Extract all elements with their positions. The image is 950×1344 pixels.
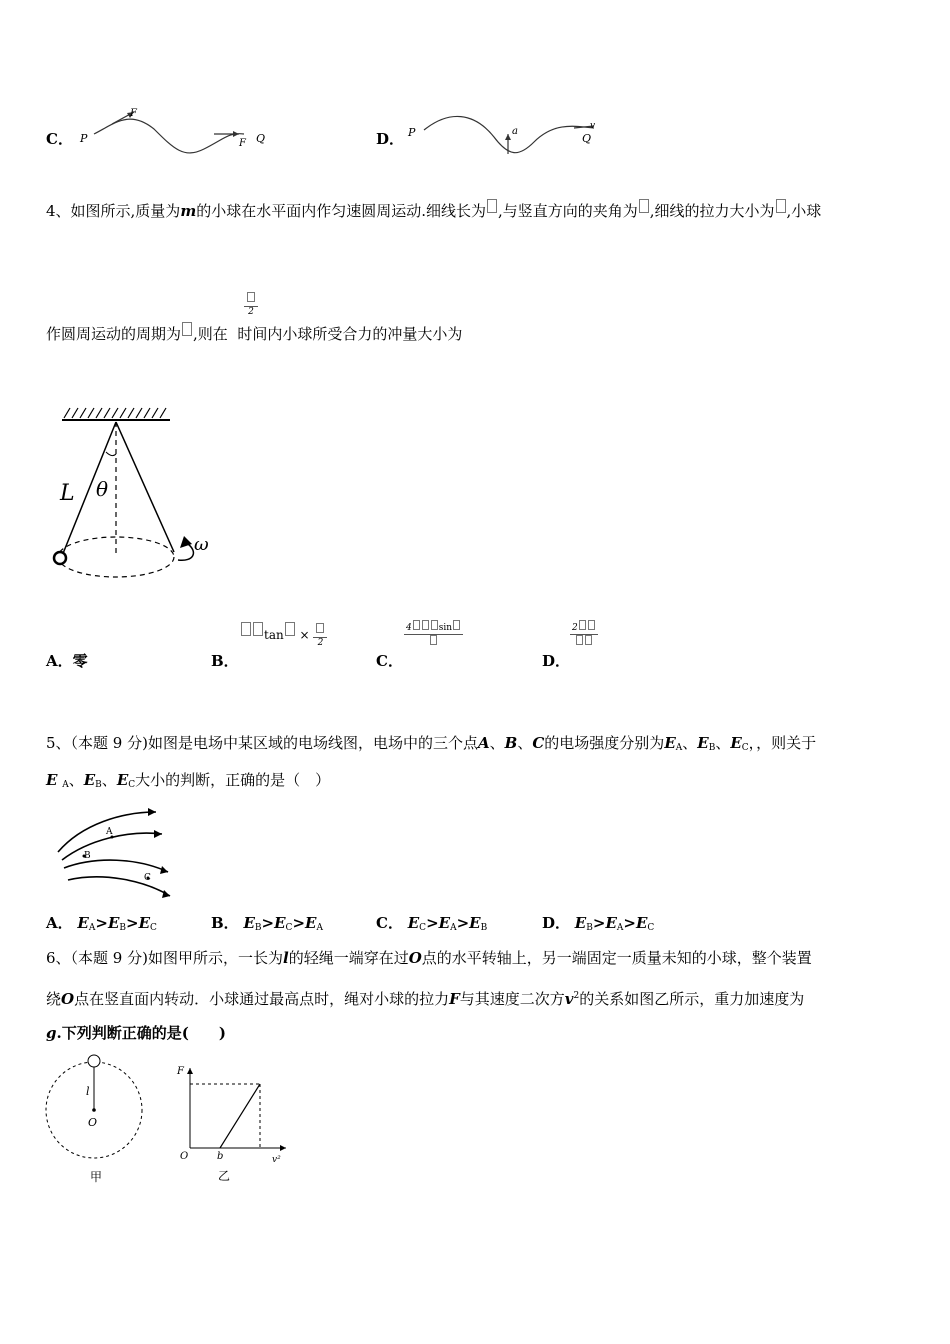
q4-option-c-formula (404, 620, 463, 649)
missing-glyph-icon (241, 622, 251, 636)
q3c-f-bottom: F (239, 138, 246, 149)
q4-text-d: ,细线的拉力大小为 (649, 202, 775, 220)
q5-B: B (504, 734, 518, 752)
q5-opt-a-label: A． (46, 914, 73, 932)
q4-fig-omega: ω (194, 534, 209, 555)
q5-E: E (407, 914, 420, 932)
q5-E: E (83, 771, 96, 789)
q5-stem-line1 (46, 733, 816, 758)
q5-subC: C (150, 923, 157, 933)
missing-glyph-icon (422, 620, 429, 630)
q6-fig-v2: v² (272, 1155, 281, 1165)
q5-gt: > (592, 914, 606, 932)
q5-E: E (730, 734, 742, 752)
q3c-p: P (80, 132, 88, 145)
q5-gt: > (261, 914, 275, 932)
q6-l: l (282, 949, 289, 967)
q3d-curve (424, 116, 594, 152)
q5-subA: A (88, 923, 96, 933)
q4-opt-c-sin: sin (438, 623, 453, 633)
q3-option-c-label[interactable]: C． (46, 130, 73, 148)
q4-option-c[interactable] (376, 651, 403, 671)
q4-opt-c-num: 4 (406, 623, 412, 633)
q5-option-a[interactable] (46, 913, 157, 938)
q5-subC: C (128, 780, 136, 790)
missing-glyph-icon (576, 635, 583, 645)
q5-gt: > (426, 914, 439, 932)
q6-fig-yi: 乙 (218, 1169, 231, 1183)
q5-subA: A (675, 743, 683, 753)
q5-opt-c-label: C． (376, 914, 403, 932)
q5-option-c[interactable] (376, 913, 487, 938)
q4-ceiling-hatch (64, 408, 166, 418)
q4-conical-pendulum-figure (44, 402, 224, 582)
q5-sep: 、 (517, 734, 533, 752)
q5-sep: 、 (715, 734, 731, 752)
q5-C: C (532, 734, 545, 752)
q5-sep: 、 (682, 734, 698, 752)
q4-opt-b-den: 2 (317, 637, 324, 648)
missing-glyph-icon (431, 620, 438, 630)
q4-stem-line1 (46, 199, 821, 221)
q5-field-lines-figure (52, 804, 182, 900)
q5-subB: B (119, 923, 126, 933)
q5-E: E (469, 914, 481, 932)
q3-option-d-label[interactable]: D． (376, 130, 405, 148)
q6-text-d: 绕 (46, 990, 62, 1008)
q5-E: E (305, 914, 317, 932)
q4-opt-b-label: B． (211, 652, 239, 670)
q4-opt-a-text: 零 (72, 652, 88, 670)
q6-text-c: 点的水平转轴上，另一端固定一质量未知的小球，整个装置 (421, 949, 812, 967)
q6-x-axis-arrow (280, 1145, 286, 1151)
q6-y-axis-arrow (187, 1068, 193, 1074)
q4-option-b-formula (240, 622, 327, 649)
missing-glyph-icon (253, 622, 263, 636)
q5-field-arrow-2 (154, 830, 162, 838)
q5-fig-A: A (106, 827, 113, 837)
q6-stem-line3 (46, 1023, 226, 1043)
q5-E: E (635, 914, 648, 932)
q5-E: E (77, 914, 89, 932)
q3-option-c-figure (74, 104, 274, 164)
q5-E: E (46, 771, 58, 789)
missing-glyph-icon (247, 292, 255, 302)
q3d-a: a (512, 126, 518, 137)
q4-ball (54, 552, 66, 564)
q4-text-a: 4、如图所示,质量为 (46, 202, 181, 220)
q5-gt: > (623, 914, 636, 932)
missing-glyph-icon (639, 199, 649, 213)
q6-text-f: 与其速度二次方 (459, 990, 565, 1008)
missing-glyph-icon (182, 322, 192, 336)
missing-glyph-icon (285, 622, 295, 636)
q4-opt-d-label: D． (542, 652, 571, 670)
q6-ball (88, 1055, 100, 1067)
q4-string-right (116, 422, 174, 552)
q5-text-d: 大小的判断，正确的是（ ） (135, 771, 331, 789)
q4-option-d[interactable] (542, 651, 570, 671)
q5-field-arrow-1 (148, 808, 156, 816)
q3d-q: Q (582, 132, 592, 145)
q3c-curve (94, 119, 244, 153)
q4-fig-theta: θ (96, 477, 109, 501)
q6-O: O (408, 949, 422, 967)
q5-gt: > (126, 914, 139, 932)
q4-option-b[interactable] (211, 651, 239, 671)
q5-E: E (697, 734, 709, 752)
q5-E: E (107, 914, 120, 932)
q6-text-a: 6、（本题 9 分)如图甲所示，一长为 (46, 949, 283, 967)
q6-fig-b: b (217, 1151, 224, 1162)
missing-glyph-icon (430, 635, 437, 645)
q5-stem-line2 (46, 770, 330, 795)
q5-E: E (243, 914, 255, 932)
q4-m: m (180, 202, 197, 220)
q5-fig-B: B (84, 851, 91, 861)
q4-fig-L: L (60, 481, 75, 506)
q5-option-b[interactable] (211, 913, 323, 938)
q6-sq: 2 (573, 991, 580, 1001)
q5-subC: C (647, 923, 655, 933)
q6-text-e: 点在竖直面内转动．小球通过最高点时，绳对小球的拉力 (74, 990, 450, 1008)
q4-frac-den: 2 (248, 307, 254, 317)
q6-stem-line2 (46, 986, 804, 1009)
q5-field-arrow-4 (162, 890, 170, 898)
q5-gt: > (456, 914, 470, 932)
q5-subA: A (616, 923, 624, 933)
q5-fig-C: C (144, 873, 151, 883)
missing-glyph-icon (316, 623, 324, 633)
q5-subC: C (741, 743, 749, 753)
q5-A: A (477, 734, 490, 752)
q4-opt-c-label: C． (376, 652, 403, 670)
q6-g: g (46, 1024, 57, 1042)
missing-glyph-icon (579, 620, 586, 630)
q5-subC: C (419, 923, 427, 933)
q6-text-b: 的轻绳一端穿在过 (288, 949, 409, 967)
q5-subB: B (480, 923, 488, 933)
q6-v: v (564, 990, 574, 1008)
q6-O: O (61, 990, 75, 1008)
q6-fig-O: O (88, 1116, 98, 1129)
q3d-arrowhead-a (505, 134, 511, 140)
q6-figure-yi (172, 1058, 296, 1188)
q3c-q: Q (256, 132, 266, 145)
q5-gt: > (95, 914, 108, 932)
q6-fig-jia: 甲 (90, 1170, 103, 1184)
q4-opt-d-num: 2 (572, 623, 578, 633)
q5-subC: C (285, 923, 293, 933)
q5-subB: B (95, 780, 102, 790)
q4-text-e: ,小球 (786, 202, 822, 220)
q6-text-h: .下列判断正确的是( ) (56, 1024, 226, 1042)
q4-opt-b-times: × (299, 628, 310, 642)
q5-E: E (605, 914, 617, 932)
q4-option-a[interactable] (46, 651, 88, 671)
q6-fig-F: F (177, 1066, 184, 1077)
q4-opt-b-tan: tan (264, 628, 284, 642)
q5-subA: A (316, 923, 323, 933)
q5-opt-b-label: B． (211, 914, 239, 932)
q4-time-fraction (244, 292, 258, 318)
missing-glyph-icon (487, 199, 497, 213)
missing-glyph-icon (413, 620, 420, 630)
q5-sep: 、 (489, 734, 505, 752)
q6-F-v2-line (220, 1084, 260, 1148)
q5-subB: B (586, 923, 593, 933)
q4-omega-arrow (178, 544, 193, 560)
q5-opt-d-label: D． (542, 914, 571, 932)
q6-figure-jia (40, 1050, 150, 1186)
missing-glyph-icon (588, 620, 595, 630)
q5-E: E (138, 914, 151, 932)
q3d-v: v (590, 121, 596, 131)
q5-sep: 、 (101, 771, 117, 789)
q4-text-c: ,与竖直方向的夹角为 (497, 202, 638, 220)
q6-pivot (92, 1108, 96, 1112)
q4-opt-a-label: A． (46, 652, 73, 670)
q4-text-h: 时间内小球所受合力的冲量大小为 (237, 325, 463, 343)
q6-fig-O2: O (180, 1151, 189, 1162)
q5-E: E (116, 771, 129, 789)
q3d-p: P (408, 126, 416, 139)
q5-text-b: 的电场强度分别为 (544, 734, 665, 752)
q4-stem-line2 (46, 322, 462, 344)
q5-subB: B (254, 923, 262, 933)
q5-option-d[interactable] (542, 913, 654, 938)
q5-field-line-4 (68, 877, 170, 896)
q5-subA: A (62, 780, 69, 790)
q4-option-d-formula (570, 620, 598, 649)
q5-field-line-3 (64, 860, 168, 872)
missing-glyph-icon (453, 620, 460, 630)
q5-subB: B (708, 743, 716, 753)
q4-angle-arc (106, 452, 116, 456)
q6-F: F (449, 990, 460, 1008)
missing-glyph-icon (776, 199, 786, 213)
q3c-arrowhead-bottom (233, 131, 239, 137)
q5-field-arrow-3 (160, 866, 168, 874)
q3c-f-top: F (130, 108, 137, 119)
q4-text-b: 的小球在水平面内作匀速圆周运动.细线长为 (196, 202, 486, 220)
q4-text-f: 作圆周运动的周期为 (46, 325, 182, 343)
q5-E: E (274, 914, 286, 932)
q5-E: E (664, 734, 676, 752)
q5-subA: A (450, 923, 457, 933)
q5-E: E (438, 914, 451, 932)
q6-fig-l: l (86, 1085, 90, 1098)
q5-gt: > (292, 914, 306, 932)
q5-text-c: ，，则关于 (748, 734, 817, 752)
q4-text-g: ,则在 (193, 325, 228, 343)
q3-option-d-figure (404, 112, 604, 162)
q6-text-g: 的关系如图乙所示，重力加速度为 (579, 990, 805, 1008)
q5-sep: 、 (68, 771, 84, 789)
missing-glyph-icon (585, 635, 592, 645)
q6-stem-line1 (46, 948, 812, 968)
q5-E: E (574, 914, 587, 932)
q5-text-a: 5、（本题 9 分)如图是电场中某区域的电场线图，电场中的三个点 (46, 734, 478, 752)
